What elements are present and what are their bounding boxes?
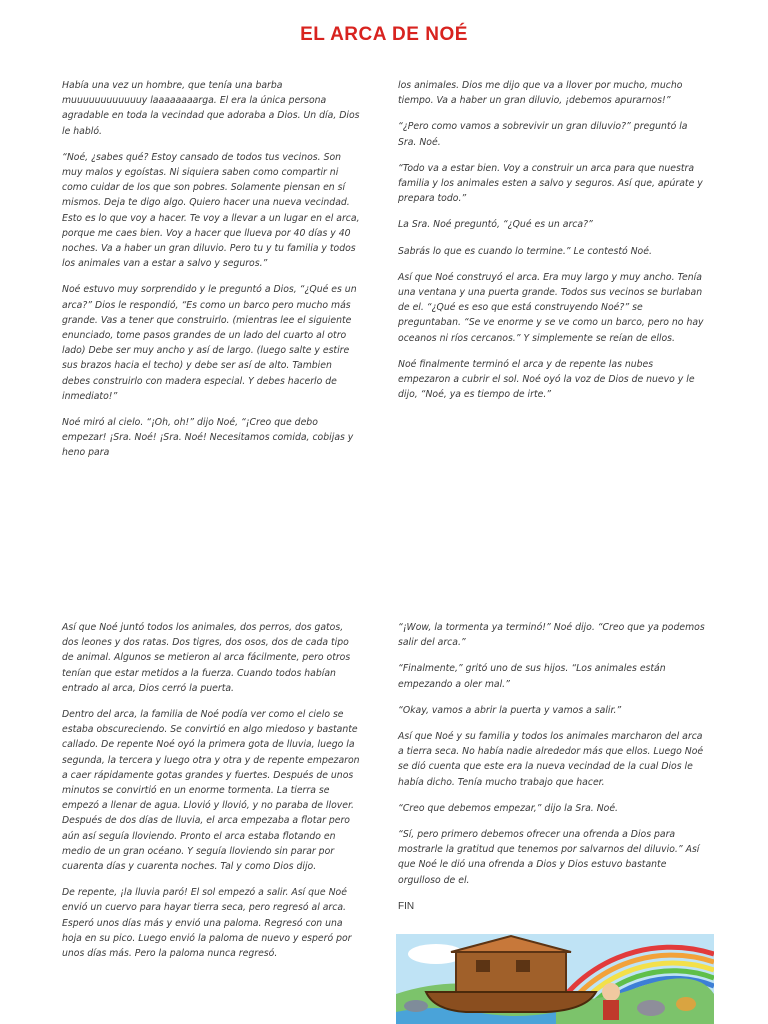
paragraph: De repente, ¡la lluvia paró! El sol empezó a salir. Así que Noé envió un cuervo para hayar tierra seca, pero regresó al arca. Esperó unos días más y envió una paloma. Regresó con una hoja en su pico. Luego envió la paloma de nuevo y esperó por unos días más. Pero la paloma nunca regresó.	[62, 887, 352, 960]
paragraph: “Creo que debemos empezar,” dijo la Sra. Noé.	[398, 802, 619, 814]
paragraph: Noé estuvo muy sorprendido y le preguntó a Dios, “¿Qué es un arca?” Dios le respondió, “Es como un barco pero mucho más grande. Vas a tener que construirlo. (mientras lee el siguiente enunciado, tome pasos grandes de un lado del cuarto al otro lado) Debe ser muy ancho y así de largo. (luego salte y estire sus brazos hacia el techo) y debe ser así de alto. Tambien debes construirlo con madera especial. Y debes hacerlo de inmediato!”	[62, 284, 357, 402]
paragraph: “Finalmente,” gritó uno de sus hijos. “Los animales están empezando a oler mal.”	[398, 663, 666, 690]
paragraph: “¿Pero como vamos a sobrevivir un gran diluvio?” preguntó la Sra. Noé.	[398, 121, 688, 148]
paragraph: los animales. Dios me dijo que va a llover por mucho, mucho tiempo. Va a haber un gran diluvio, ¡debemos apurarnos!”	[398, 80, 683, 107]
paragraph: “Noé, ¿sabes qué? Estoy cansado de todos tus vecinos. Son muy malos y egoístas. Ni siquiera saben como compartir ni como cuidar de los que son pobres. Solamente piensan en sí mismos. Deja te digo algo. Quiero hacer una nueva vecindad. Esto es lo que voy a hacer. Te voy a llevar a un lugar en el arca, porque me caes bien. Voy a hacer que llueva por 40 días y 40 noches. Va a haber un gran diluvio. Pero tu y tu familia y todos los animales van a estar a salvo y seguros.”	[62, 151, 360, 270]
column-2	[398, 78, 706, 413]
paragraph: Así que Noé y su familia y todos los animales marcharon del arca a tierra seca. No había nadie alrededor más que ellos. Luego Noé se dió cuenta que este era la nueva vecindad de la cual Dios le había dicho. Tenía mucho trabajo que hacer.	[398, 731, 704, 788]
paragraph: “Sí, pero primero debemos ofrecer una ofrenda a Dios para mostrarle la gratitud que tenemos por salvarnos del diluvio.” Así que Noé le dió una ofrenda a Dios y Dios estuvo bastante orgulloso de el.	[398, 829, 700, 886]
ark-scene-image	[396, 934, 714, 1024]
paragraph: Así que Noé construyó el arca. Era muy largo y muy ancho. Tenía una ventana y una puerta grande. Todos sus vecinos se burlaban de el. “¿Qué es eso que está construyendo Noé?” se preguntaban. “Se ve enorme y se ve como un barco, pero no hay oceanos ni ríos cercanos.” Y simplemente se reían de ellos.	[398, 271, 704, 344]
fin-label: FIN	[398, 900, 415, 912]
column-1	[62, 78, 362, 472]
noahs-ark-illustration	[396, 934, 714, 1024]
paragraph: La Sra. Noé preguntó, “¿Qué es un arca?”	[398, 219, 593, 231]
paragraph: Así que Noé juntó todos los animales, dos perros, dos gatos, dos leones y dos ratas. Dos tigres, dos osos, dos de cada tipo de animal. Algunos se metieron al arca fácilmente, pero otros tenían que estar metidos a la fuerza. Cuando todos habían entrado al arca, Dios cerró la puerta.	[62, 622, 351, 694]
paragraph: “Todo va a estar bien. Voy a construir un arca para que nuestra familia y los animales esten a salvo y seguros. Así que, apúrate y prepara todo.”	[398, 162, 703, 205]
paragraph: “¡Wow, la tormenta ya terminó!” Noé dijo. “Creo que ya podemos salir del arca.”	[398, 622, 705, 649]
column-3	[62, 620, 362, 972]
paragraph: Noé miró al cielo. “¡Oh, oh!” dijo Noé, “¡Creo que debo empezar! ¡Sra. Noé! ¡Sra. Noé! Necesitamos comida, cobijas y heno para	[62, 417, 354, 459]
paragraph: Había una vez un hombre, que tenía una barba muuuuuuuuuuuuy laaaaaaaarga. El era la única persona agradable en toda la vecindad que adoraba a Dios. Un día, Dios le habló.	[62, 80, 360, 137]
paragraph: “Okay, vamos a abrir la puerta y vamos a salir.”	[398, 704, 622, 716]
page-title: EL ARCA DE NOÉ	[300, 24, 468, 45]
paragraph: Sabrás lo que es cuando lo termine.” Le contestó Noé.	[398, 245, 652, 257]
paragraph: Dentro del arca, la familia de Noé podía ver como el cielo se estaba obscureciendo. Se convirtió en algo miedoso y bastante callado. De repente Noé oyó la primera gota de lluvia, luego la segunda, la tercera y luego otra y otra y de repente empezaron a caer rápidamente gotas grandes y fuertes. Después de unos minutos se convirtió en un enorme tormenta. La tierra se empezó a llenar de agua. Llovió y llovió, y no paraba de llover. Después de dos días de lluvia, el arca empezaba a flotar pero aún así seguía lloviendo. Pronto el arca estaba flotando en medio de un gran océano. Y seguía lloviendo sin parar por cuarenta días y cuarenta noches. Tal y como Dios dijo.	[62, 709, 360, 873]
paragraph: Noé finalmente terminó el arca y de repente las nubes empezaron a cubrir el sol. Noé oyó la voz de Dios de nuevo y le dijo, “Noé, ya es tiempo de irte.”	[398, 358, 695, 401]
column-4	[398, 620, 706, 925]
